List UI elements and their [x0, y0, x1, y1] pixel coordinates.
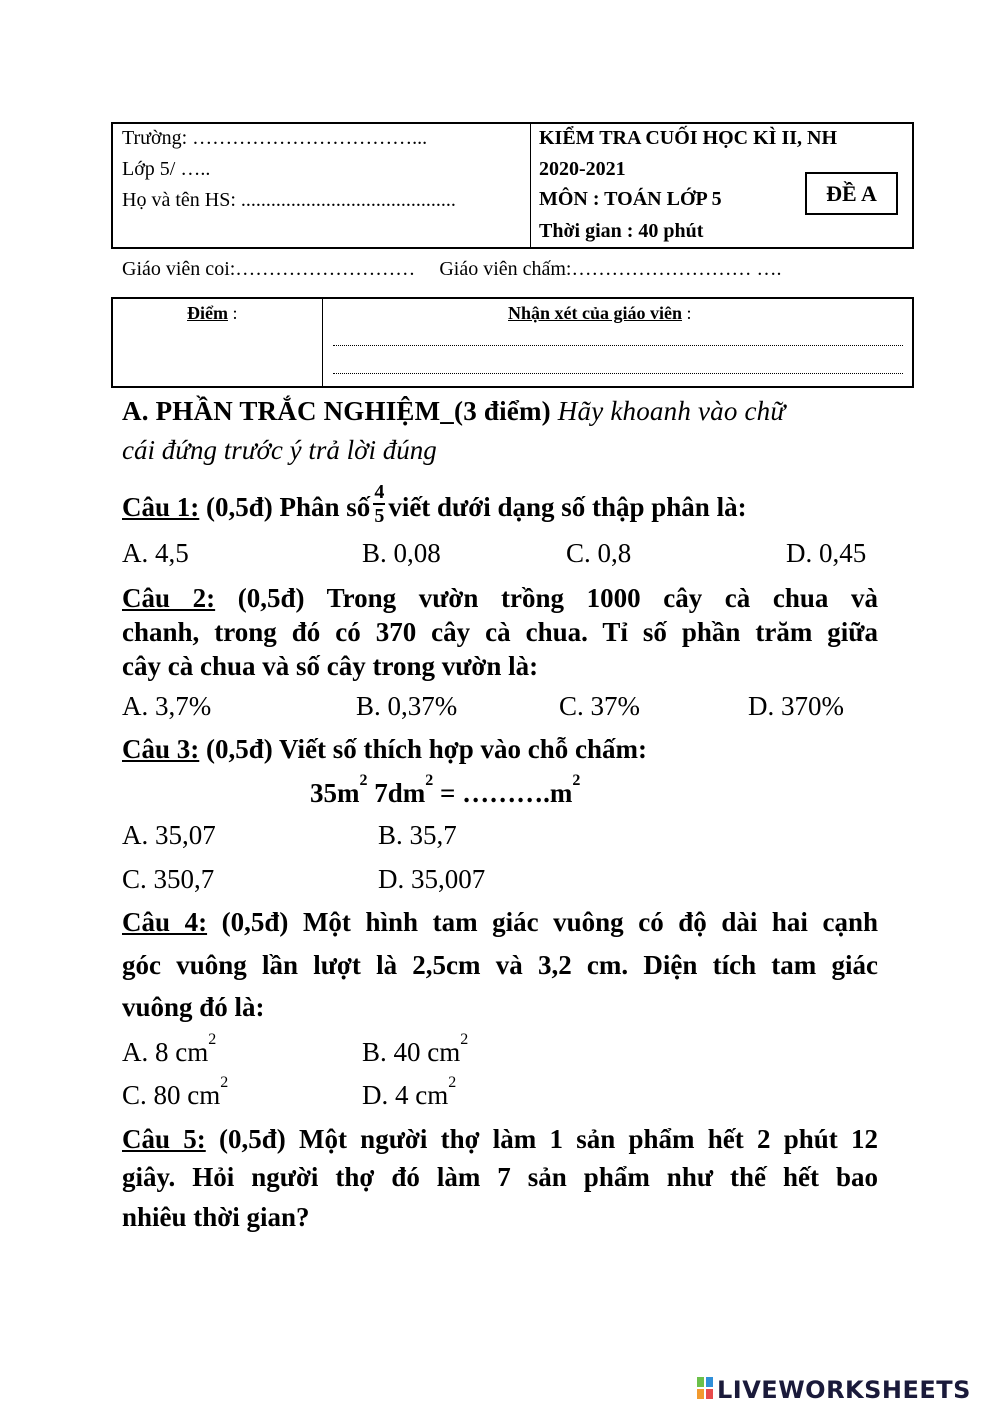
class-field[interactable]: Lớp 5/ …..: [122, 158, 211, 180]
exam-title: KIỂM TRA CUỐI HỌC KÌ II, NH: [539, 127, 838, 149]
exam-version-badge: ĐỀ A: [805, 172, 898, 215]
exam-duration: Thời gian : 40 phút: [539, 220, 704, 242]
q2-option-d[interactable]: D. 370%: [748, 691, 844, 721]
teachers-line: [122, 258, 782, 281]
grader-field[interactable]: Giáo viên chấm:……………………… ….: [439, 258, 782, 280]
score-comment-box: [111, 297, 914, 388]
q1-option-c[interactable]: C. 0,8: [566, 538, 632, 568]
q2-option-a[interactable]: A. 3,7%: [122, 691, 212, 721]
q4-option-a[interactable]: A. 8 $cm^2$: [122, 1031, 217, 1067]
question-4-line-3: vuông đó là:: [122, 992, 265, 1022]
question-4: Câu 4: (0,5đ) Một hình tam giác vuông có độ dài hai cạnh: [122, 907, 879, 937]
exam-header: [111, 122, 914, 249]
q3-option-d[interactable]: D. 35,007: [378, 864, 486, 894]
liveworksheets-logo: LIVEWORKSHEETS: [697, 1376, 971, 1404]
question-2: Câu 2: (0,5đ) Trong vườn trồng 1000 cây cà chua và: [122, 583, 879, 613]
section-a-instruction-cont: cái đứng trước ý trả lời đúng: [122, 435, 437, 465]
q1-option-a[interactable]: A. 4,5: [122, 538, 189, 568]
subject: MÔN : TOÁN LỚP 5: [539, 188, 722, 210]
section-a-title: A. PHẦN TRẮC NGHIỆM_(3 điểm): [122, 396, 551, 426]
comment-line-2[interactable]: [333, 373, 903, 374]
question-3-label: Câu 3:: [122, 734, 200, 764]
school-field[interactable]: Trường: ……………………………...: [122, 127, 428, 149]
question-2-line-2: chanh, trong đó có 370 cây cà chua. Tỉ số phần trăm giữa: [122, 617, 878, 647]
question-3-expression: $35m^2$ $7dm^2$ = $\dots\dots\dots.m^2$: [310, 772, 581, 808]
student-name-field[interactable]: Họ và tên HS: ...........................................: [122, 189, 456, 211]
question-5-label: Câu 5:: [122, 1124, 206, 1154]
teacher-comment-label: Nhận xét của giáo viên :: [508, 303, 692, 323]
question-4-label: Câu 4:: [122, 907, 208, 937]
q3-option-a[interactable]: A. 35,07: [122, 820, 216, 850]
question-1-label: Câu 1:: [122, 492, 200, 523]
q2-option-c[interactable]: C. 37%: [559, 691, 640, 721]
question-3: Câu 3: (0,5đ) Viết số thích hợp vào chỗ chấm:: [122, 734, 647, 764]
invigilator-field[interactable]: Giáo viên coi:………………………: [122, 258, 416, 280]
question-5: Câu 5: (0,5đ) Một người thợ làm 1 sản phẩm hết 2 phút 12: [122, 1124, 878, 1154]
q1-option-d[interactable]: D. 0,45: [786, 538, 867, 568]
q3-option-c[interactable]: C. 350,7: [122, 864, 215, 894]
question-2-label: Câu 2:: [122, 583, 216, 613]
question-1: Câu 1: (0,5đ) Phân số $\frac{4}{5}$ viết dưới dạng số thập phân là:: [122, 481, 747, 527]
comment-line-1[interactable]: [333, 345, 903, 346]
question-5-line-3: nhiêu thời gian?: [122, 1202, 310, 1232]
question-5-line-2: giây. Hỏi người thợ đó làm 7 sản phẩm như thế hết bao: [122, 1162, 878, 1192]
q2-option-b[interactable]: B. 0,37%: [356, 691, 458, 721]
q4-option-d[interactable]: D. 4 $cm^2$: [362, 1074, 457, 1110]
q1-option-b[interactable]: B. 0,08: [362, 538, 441, 568]
liveworksheets-icon: [697, 1377, 715, 1401]
question-2-line-3: cây cà chua và số cây trong vườn là:: [122, 651, 539, 681]
fraction-4-5: $\frac{4}{5}$: [374, 481, 385, 527]
q3-option-b[interactable]: B. 35,7: [378, 820, 457, 850]
question-4-line-2: góc vuông lần lượt là 2,5cm và 3,2 cm. Diện tích tam giác: [122, 950, 878, 980]
section-a-heading: [122, 396, 785, 427]
q4-option-c[interactable]: C. 80 $cm^2$: [122, 1074, 229, 1110]
q4-option-b[interactable]: B. 40 $cm^2$: [362, 1031, 469, 1067]
school-year: 2020-2021: [539, 158, 626, 180]
section-a-instruction: Hãy khoanh vào chữ: [557, 396, 786, 426]
score-label: Điểm :: [187, 303, 238, 323]
